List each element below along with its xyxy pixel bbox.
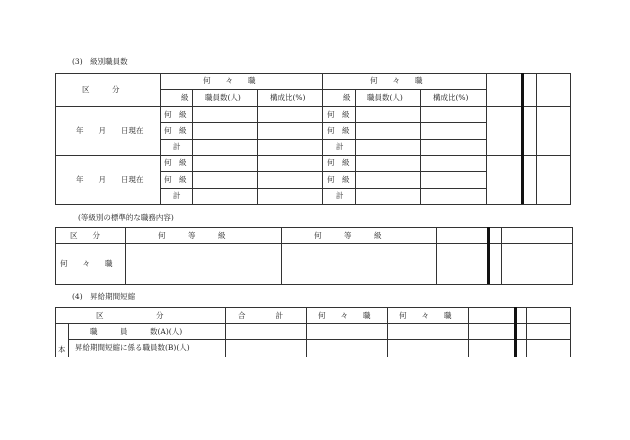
section3-row1-item2-b: 何 級: [327, 126, 350, 135]
duties-caption: (等級別の標準的な職務内容): [78, 213, 174, 222]
section3-sub-ratio-2: 構成比(%): [433, 93, 469, 102]
section3-row2-item1-b: 何 級: [327, 158, 350, 167]
section4-row-staff-count: 職 員 数(A)(人): [90, 327, 183, 336]
section4-kubun-header: 区 分: [96, 311, 164, 320]
section3-sub-count-1: 職員数(人): [205, 93, 241, 102]
section4-job-b-header: 何 々 職: [399, 311, 452, 320]
section3-date-label-1: 年 月 日現在: [76, 126, 144, 135]
section3-row1-total-a: 計: [173, 142, 181, 151]
section3-kubun-header: 区 分: [82, 85, 120, 94]
section3-sub-count-2: 職員数(人): [367, 93, 403, 102]
section3-row2-item1-a: 何 級: [164, 158, 187, 167]
section3-row2-item2-a: 何 級: [164, 175, 187, 184]
section3-sub-kyu-1: 級: [181, 93, 189, 102]
section3-row2-total-a: 計: [173, 191, 181, 200]
duties-row-label: 何 々 職: [60, 259, 113, 268]
duties-grade-b-header: 何 等 級: [314, 231, 382, 240]
section3-group2-header: 何 々 職: [370, 76, 423, 85]
section3-row2-item2-b: 何 級: [327, 175, 350, 184]
section3-row1-item1-a: 何 級: [164, 110, 187, 119]
section4-side-label: 本: [58, 345, 66, 354]
section3-sub-ratio-1: 構成比(%): [270, 93, 306, 102]
section4-total-header: 合 計: [238, 311, 283, 320]
section3-row1-total-b: 計: [336, 142, 344, 151]
section3-sub-kyu-2: 級: [343, 93, 351, 102]
section4-job-a-header: 何 々 職: [318, 311, 371, 320]
section3-heading: (3) 級別職員数: [72, 57, 128, 66]
section3-group1-header: 何 々 職: [203, 76, 256, 85]
section3-date-label-2: 年 月 日現在: [76, 175, 144, 184]
duties-grade-a-header: 何 等 級: [158, 231, 226, 240]
section4-row-shortened-count: 昇給期間短縮に係る職員数(B)(人): [75, 343, 190, 352]
section4-heading: (4) 昇給期間短縮: [72, 292, 136, 301]
duties-kubun-header: 区 分: [70, 231, 100, 240]
section3-row1-item2-a: 何 級: [164, 126, 187, 135]
section3-row1-item1-b: 何 級: [327, 110, 350, 119]
section3-row2-total-b: 計: [336, 191, 344, 200]
